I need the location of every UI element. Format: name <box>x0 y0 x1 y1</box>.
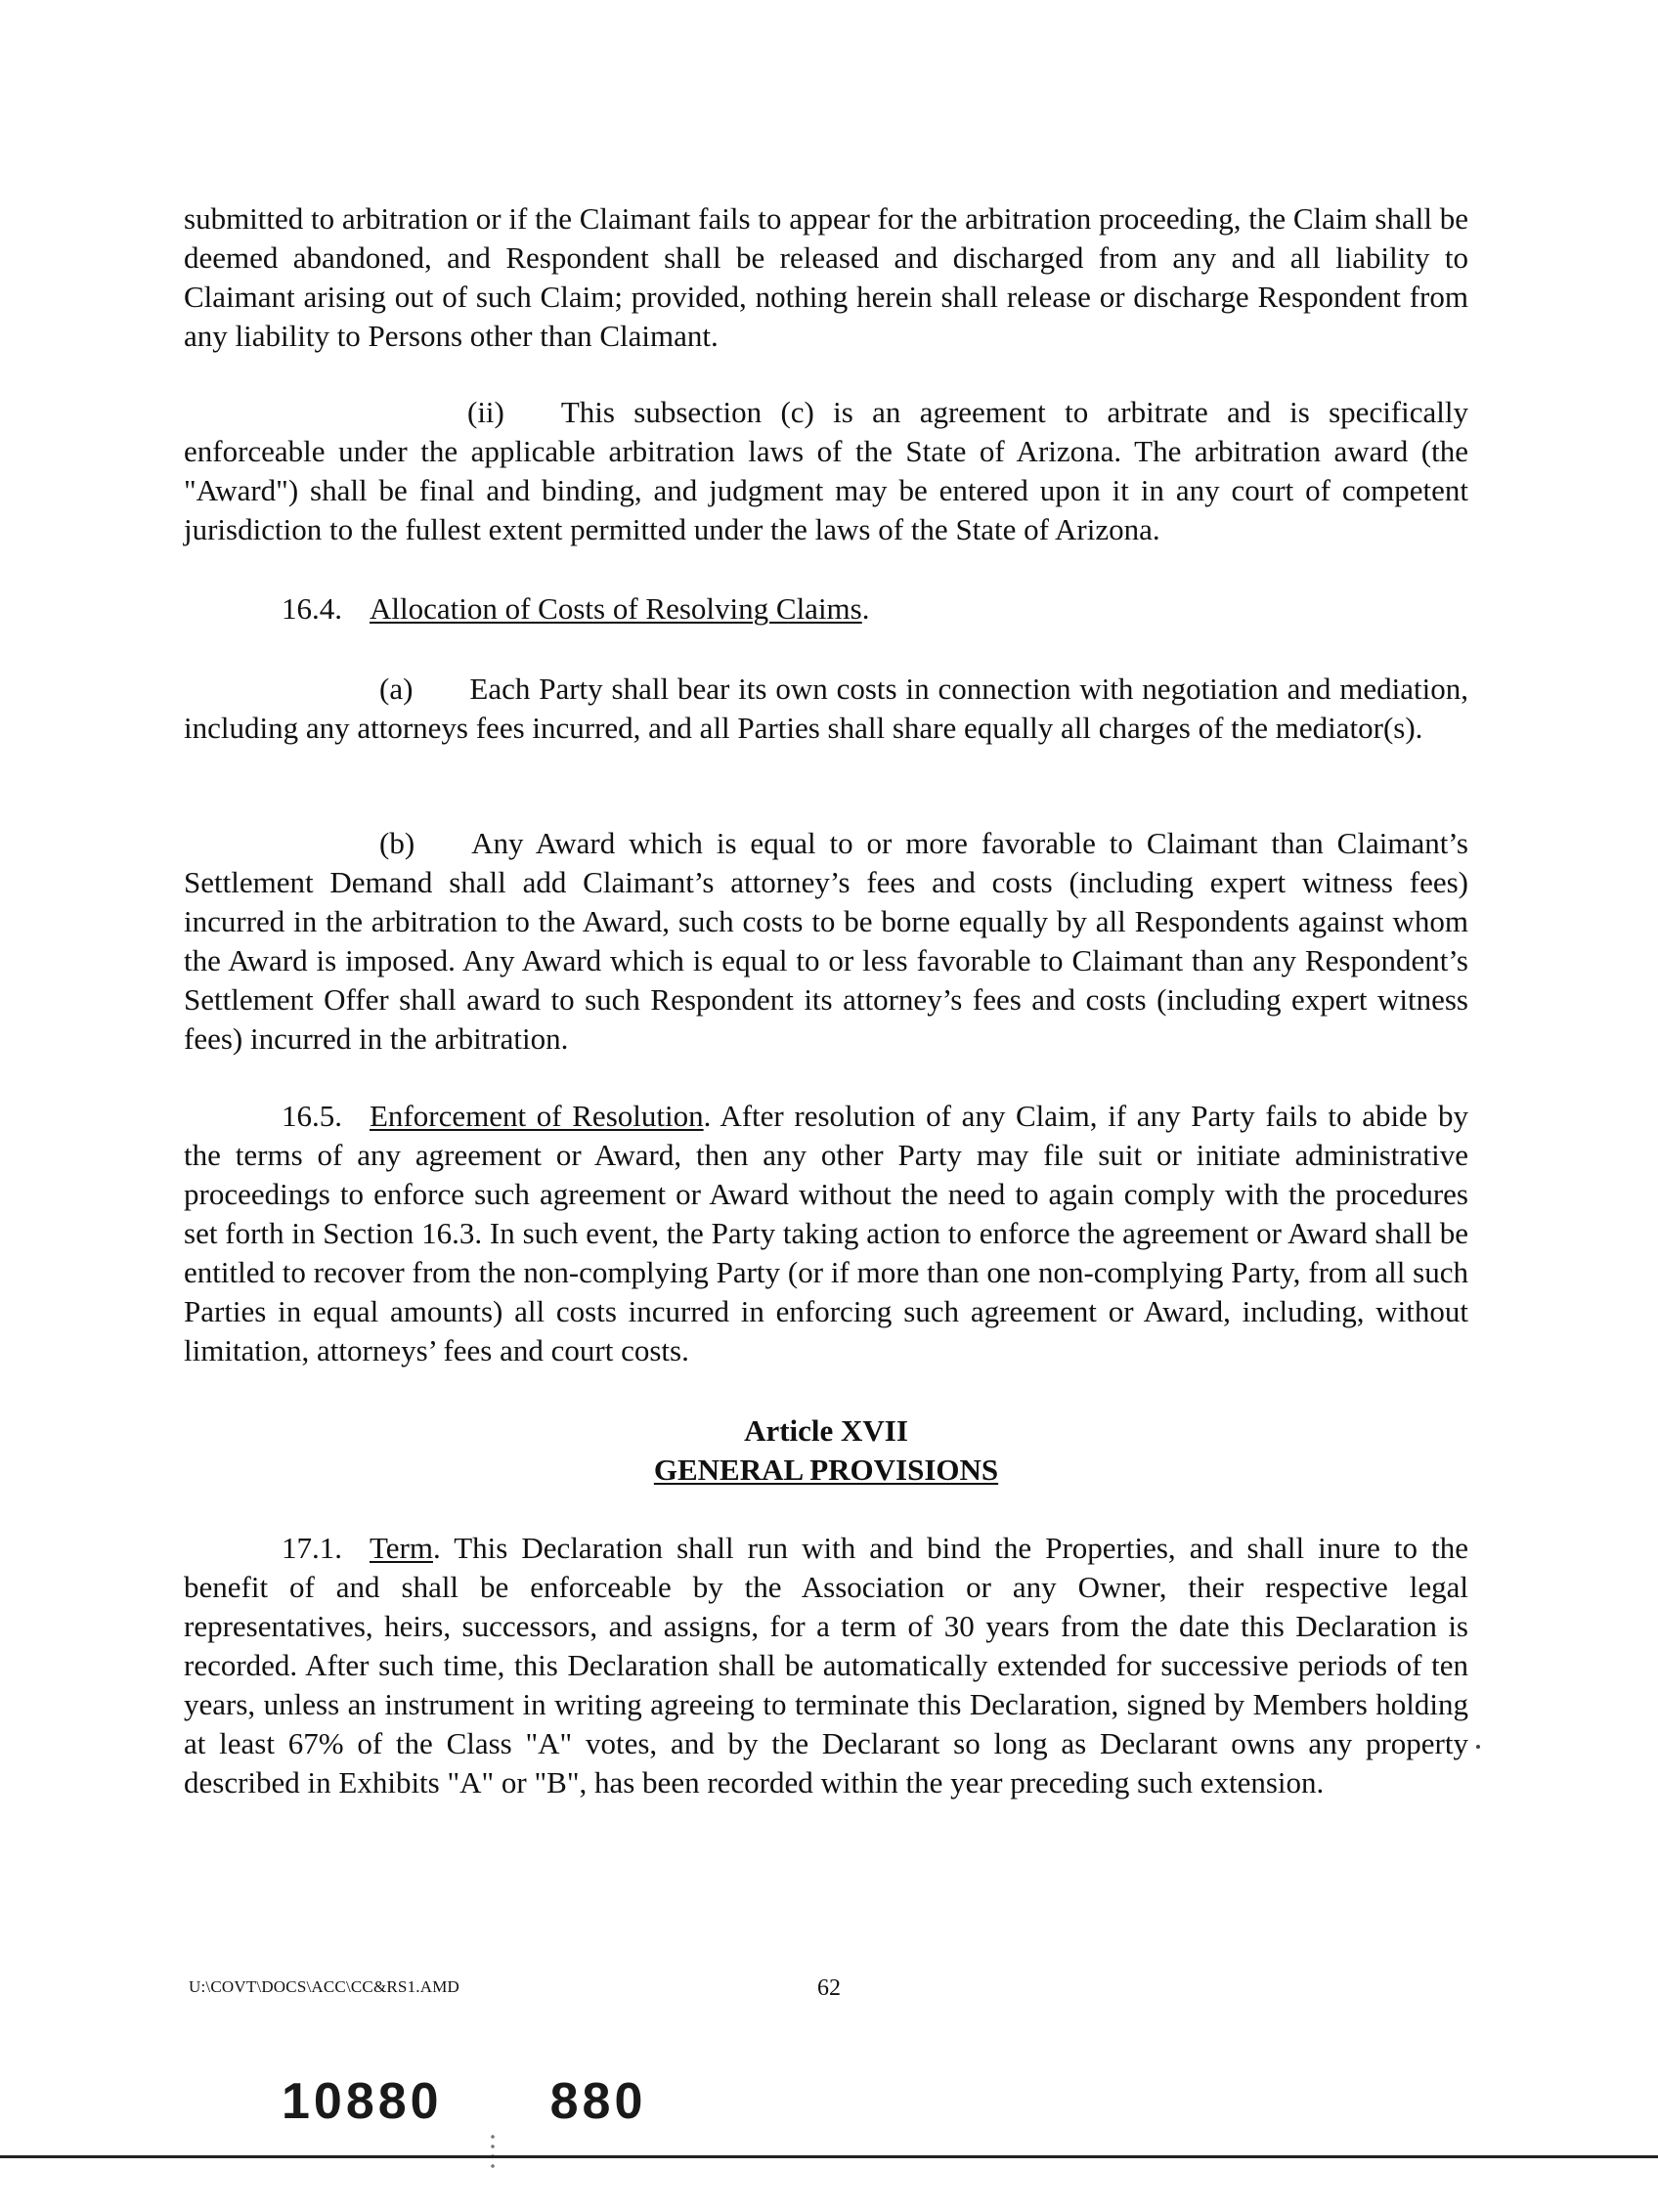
paragraph-subsection-ii <box>184 393 1468 549</box>
footer-file-path: U:\COVT\DOCS\ACC\CC&RS1.AMD <box>189 1977 459 1996</box>
paragraph-text: Any Award which is equal to or more favorable to Claimant than Claimant’s Settlement Demand shall add Claimant’s attorney’s fees and costs (including expert witness fees) incurred in the arbitration to the Award, such costs to be borne equally by all Respondents against whom the Award is imposed. Any Award which is equal to or less favorable to Claimant than any Respondent’s Settlement Offer shall award to such Respondent its attorney’s fees and costs (including expert witness fees) incurred in the arbitration. <box>184 826 1468 1056</box>
section-title: Term <box>370 1531 433 1565</box>
recording-stamp <box>282 2072 646 2131</box>
paragraph-text: . After resolution of any Claim, if any Party fails to abide by the terms of any agreement or Award, then any other Party may file suit or initiate administrative proceedings to enforce such agreement or Award without the need to again comply with the procedures set forth in Section 16.3. In such event, the Party taking action to enforce the agreement or Award shall be entitled to recover from the non-complying Party (or if more than one non-complying Party, from all such Parties in equal amounts) all costs incurred in enforcing such agreement or Award, including, without limitation, attorneys’ fees and court costs. <box>184 1099 1468 1367</box>
subsection-label: (ii) <box>467 395 504 429</box>
section-17-1 <box>184 1529 1468 1802</box>
section-16-5 <box>184 1097 1468 1370</box>
section-number: 17.1. <box>282 1531 342 1565</box>
paragraph-subsection-a <box>184 670 1468 748</box>
paragraph-text: . This Declaration shall run with and bind the Properties, and shall inure to the benefit of and shall be enforceable by the Association or any Owner, their respective legal representatives, heirs, successors, and assigns, for a term of 30 years from the date this Declaration is recorded. After such time, this Declaration shall be automatically extended for successive periods of ten years, unless an instrument in writing agreeing to terminate this Declaration, signed by Members holding at least 67% of the Class "A" votes, and by the Declarant so long as Declarant owns any property described in Exhibits "A" or "B", has been recorded within the year preceding such extension. <box>184 1531 1468 1800</box>
section-title: Allocation of Costs of Resolving Claims <box>370 591 862 626</box>
article-heading: Article XVII <box>744 1413 908 1448</box>
paragraph-text: Each Party shall bear its own costs in connection with negotiation and mediation, including any attorneys fees incurred, and all Parties shall share equally all charges of the mediator(s). <box>184 672 1468 745</box>
paragraph-text: submitted to arbitration or if the Claimant fails to appear for the arbitration proceeding, the Claim shall be deemed abandoned, and Respondent shall be released and discharged from any and all liability to Claimant arising out of such Claim; provided, nothing herein shall release or discharge Respondent from any liability to Persons other than Claimant. <box>184 201 1468 353</box>
section-16-4-heading <box>184 589 1468 629</box>
section-title-period: . <box>861 591 870 626</box>
stamp-dots <box>490 2132 496 2171</box>
article-subheading-text: GENERAL PROVISIONS <box>653 1453 999 1487</box>
subsection-label: (b) <box>379 826 415 860</box>
paragraph-subsection-b <box>184 824 1468 1059</box>
recording-book-number: 10880 <box>282 2073 443 2130</box>
section-number: 16.4. <box>282 591 342 626</box>
margin-mark <box>1476 1745 1480 1749</box>
paragraph-arbitration-continuation <box>184 199 1468 356</box>
section-title: Enforcement of Resolution <box>370 1099 704 1133</box>
bottom-rule <box>0 2155 1658 2158</box>
page-number: 62 <box>817 1975 841 2001</box>
article-subheading <box>184 1451 1468 1490</box>
section-number: 16.5. <box>282 1099 342 1133</box>
paragraph-text: This subsection (c) is an agreement to arbitrate and is specifically enforceable under the applicable arbitration laws of the State of Arizona. The arbitration award (the "Award") shall be final and binding, and judgment may be entered upon it in any court of competent jurisdiction to the fullest extent permitted under the laws of the State of Arizona. <box>184 395 1468 546</box>
recording-page-number: 880 <box>549 2073 647 2130</box>
subsection-label: (a) <box>379 672 414 706</box>
